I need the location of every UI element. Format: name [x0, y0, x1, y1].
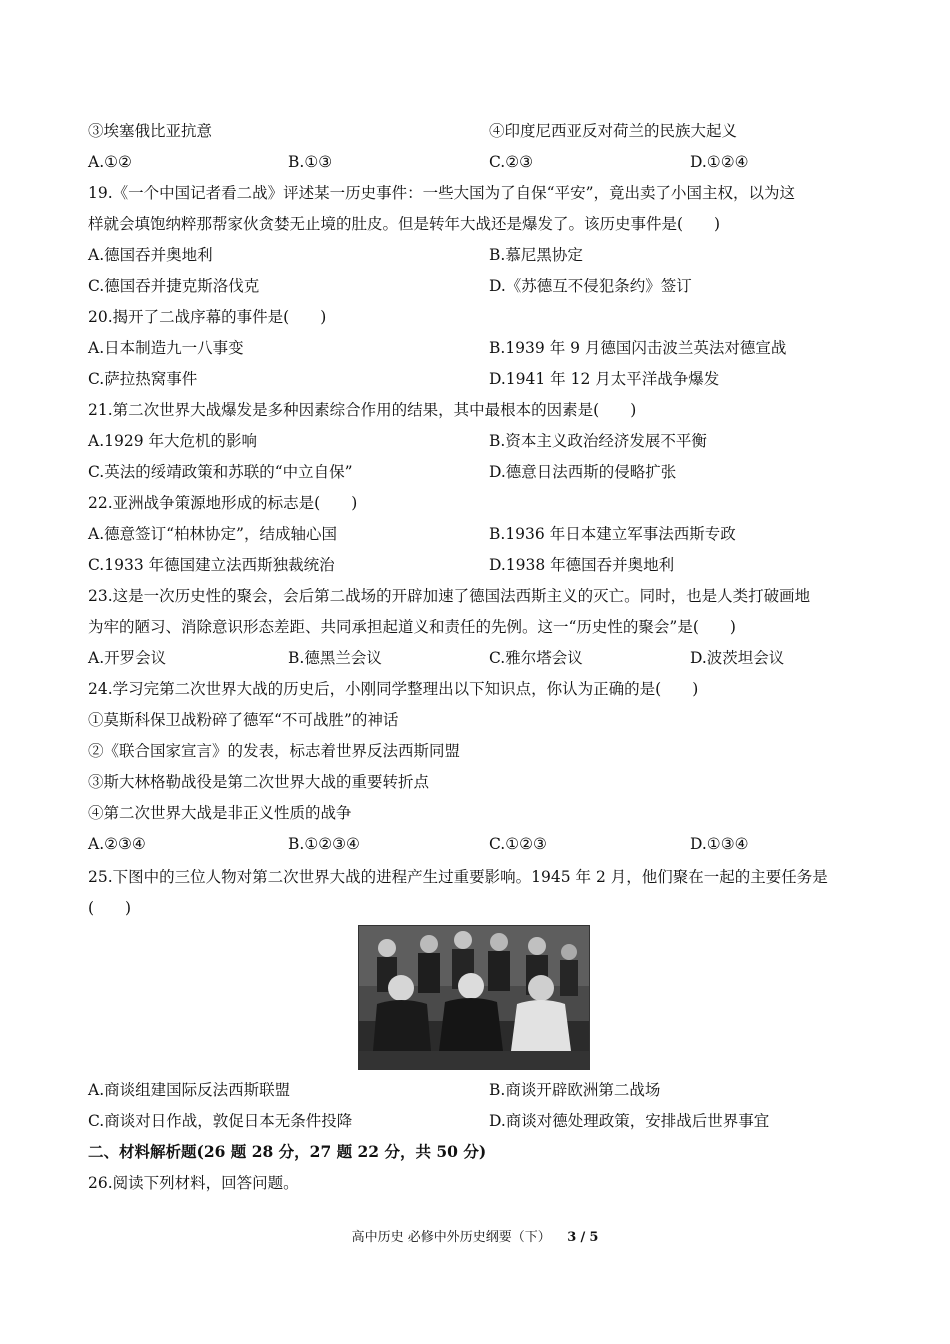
- q18-choice-b: B.①③: [288, 153, 333, 171]
- q23-choice-c: C.雅尔塔会议: [489, 649, 583, 667]
- photo-illustration: [359, 926, 589, 1069]
- q23-choice-a: A.开罗会议: [88, 649, 167, 667]
- q22-choice-a: A.德意签订“柏林协定”，结成轴心国: [88, 525, 337, 543]
- q20-stem: 20.揭开了二战序幕的事件是( ): [88, 308, 327, 326]
- q24-choice-c: C.①②③: [489, 835, 547, 853]
- q18-option-4: ④印度尼西亚反对荷兰的民族大起义: [489, 122, 738, 140]
- q24-item-3: ③斯大林格勒战役是第二次世界大战的重要转折点: [88, 773, 430, 791]
- q25-choice-d: D.商谈对德处理政策，安排战后世界事宜: [489, 1112, 770, 1130]
- q23-choice-b: B.德黑兰会议: [288, 649, 382, 667]
- q19-choice-a: A.德国吞并奥地利: [88, 246, 213, 264]
- q20-choice-b: B.1939 年 9 月德国闪击波兰英法对德宣战: [489, 339, 787, 357]
- q24-choice-a: A.②③④: [88, 835, 146, 853]
- q21-choice-d: D.德意日法西斯的侵略扩张: [489, 463, 677, 481]
- q25-choice-b: B.商谈开辟欧洲第二战场: [489, 1081, 661, 1099]
- q22-choice-d: D.1938 年德国吞并奥地利: [489, 556, 675, 574]
- q18-choice-a: A.①②: [88, 153, 132, 171]
- q25-choice-c: C.商谈对日作战，敦促日本无条件投降: [88, 1112, 353, 1130]
- q20-choice-d: D.1941 年 12 月太平洋战争爆发: [489, 370, 720, 388]
- q24-item-1: ①莫斯科保卫战粉碎了德军“不可战胜”的神话: [88, 711, 399, 729]
- q23-stem-line1: 23.这是一次历史性的聚会，会后第二战场的开辟加速了德国法西斯主义的灭亡。同时，也是人类打破画地: [88, 587, 811, 605]
- yalta-conference-photo: [358, 925, 590, 1070]
- q20-choice-a: A.日本制造九一八事变: [88, 339, 244, 357]
- q26-stem: 26.阅读下列材料，回答问题。: [88, 1174, 299, 1192]
- footer-separator: /: [580, 1230, 586, 1245]
- footer-title: 高中历史 必修中外历史纲要（下）: [351, 1230, 551, 1245]
- q21-stem: 21.第二次世界大战爆发是多种因素综合作用的结果，其中最根本的因素是( ): [88, 401, 637, 419]
- q21-choice-c: C.英法的绥靖政策和苏联的“中立自保”: [88, 463, 353, 481]
- q18-choice-c: C.②③: [489, 153, 534, 171]
- q20-choice-c: C.萨拉热窝事件: [88, 370, 198, 388]
- q19-choice-d: D.《苏德互不侵犯条约》签订: [489, 277, 692, 295]
- q25-choice-a: A.商谈组建国际反法西斯联盟: [88, 1081, 291, 1099]
- q18-option-3: ③埃塞俄比亚抗意: [88, 122, 213, 140]
- q25-stem-line1: 25.下图中的三位人物对第二次世界大战的进程产生过重要影响。1945 年 2 月，他们聚在一起的主要任务是: [88, 868, 828, 886]
- section2-heading: 二、材料解析题(26 题 28 分，27 题 22 分，共 50 分): [88, 1142, 487, 1161]
- q24-item-4: ④第二次世界大战是非正义性质的战争: [88, 804, 352, 822]
- footer-page-number: 3: [567, 1230, 577, 1245]
- page-footer: [0, 1226, 950, 1245]
- q22-choice-b: B.1936 年日本建立军事法西斯专政: [489, 525, 736, 543]
- q19-stem-line1: 19.《一个中国记者看二战》评述某一历史事件：一些大国为了自保“平安”，竟出卖了小国主权，以为这: [88, 184, 796, 202]
- q22-choice-c: C.1933 年德国建立法西斯独裁统治: [88, 556, 335, 574]
- q19-choice-c: C.德国吞并捷克斯洛伐克: [88, 277, 260, 295]
- q19-choice-b: B.慕尼黑协定: [489, 246, 583, 264]
- q22-stem: 22.亚洲战争策源地形成的标志是( ): [88, 494, 358, 512]
- q21-choice-b: B.资本主义政治经济发展不平衡: [489, 432, 707, 450]
- q23-choice-d: D.波茨坦会议: [690, 649, 785, 667]
- q24-stem: 24.学习完第二次世界大战的历史后，小刚同学整理出以下知识点，你认为正确的是( ): [88, 680, 699, 698]
- q24-choice-d: D.①③④: [690, 835, 749, 853]
- q24-choice-b: B.①②③④: [288, 835, 360, 853]
- q19-stem-line2: 样就会填饱纳粹那帮家伙贪婪无止境的肚皮。但是转年大战还是爆发了。该历史事件是( ): [88, 215, 721, 233]
- q24-item-2: ②《联合国家宣言》的发表，标志着世界反法西斯同盟: [88, 742, 461, 760]
- footer-total-pages: 5: [589, 1230, 599, 1245]
- q21-choice-a: A.1929 年大危机的影响: [88, 432, 257, 450]
- q18-choice-d: D.①②④: [690, 153, 749, 171]
- q25-stem-line2: ( ): [88, 899, 132, 917]
- q23-stem-line2: 为牢的陋习、消除意识形态差距、共同承担起道义和责任的先例。这一“历史性的聚会”是( ): [88, 618, 736, 636]
